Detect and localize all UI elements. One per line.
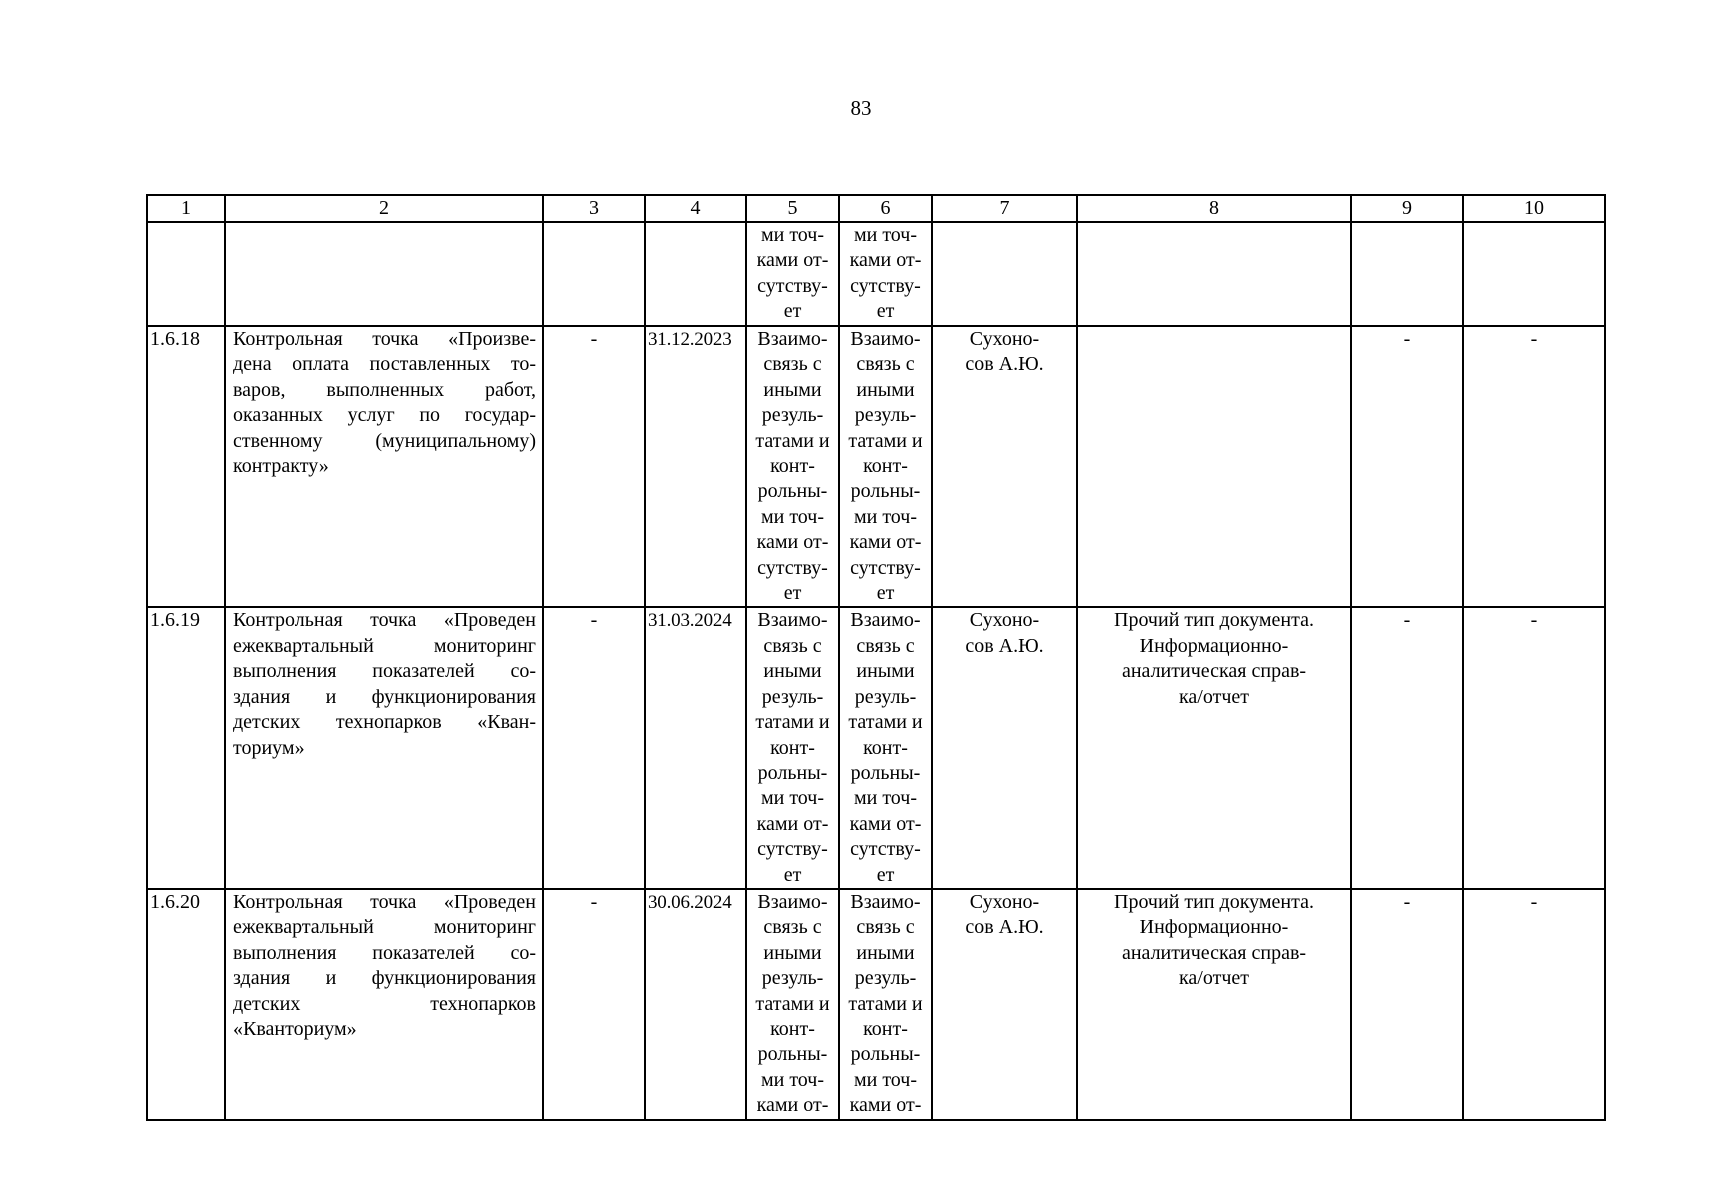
responsible-person-line: сов А.Ю.	[965, 353, 1044, 376]
document-type-line: Прочий тип документа.	[1114, 890, 1314, 913]
relation-prev-line: Взаимо-	[757, 328, 828, 350]
relation-prev-line: резуль-	[761, 685, 824, 708]
relation-next-line: ет	[876, 582, 895, 605]
relation-prev-line: связь с	[763, 916, 822, 939]
relation-next	[839, 326, 932, 607]
table-row	[147, 889, 1605, 1120]
relation-next-line: резуль-	[854, 685, 917, 708]
relation-prev-line: резуль-	[761, 404, 824, 427]
item-name	[225, 222, 543, 326]
relation-prev-line: связь с	[763, 634, 822, 657]
column-header: 8	[1077, 195, 1351, 222]
col9-value: -	[1351, 326, 1463, 607]
column-header: 5	[746, 195, 839, 222]
item-name-line: Контрольная точка «Произве-	[233, 328, 536, 350]
responsible-person	[932, 889, 1077, 1120]
document-type	[1077, 326, 1351, 607]
relation-next-line: ками от-	[849, 1094, 922, 1117]
relation-prev-line: ет	[783, 300, 802, 323]
item-number: 1.6.19	[147, 607, 225, 888]
relation-next-line: ми точ-	[853, 505, 918, 528]
column-header: 10	[1463, 195, 1605, 222]
relation-next-line: рольны-	[850, 1043, 921, 1066]
relation-prev-line: связь с	[763, 353, 822, 376]
relation-next-line: ми точ-	[853, 1068, 918, 1091]
col3-value	[543, 222, 645, 326]
relation-next-line: татами и	[848, 711, 923, 734]
plan-table	[146, 194, 1606, 1121]
relation-prev	[746, 889, 839, 1120]
item-name-line: ежеквартальный мониторинг	[233, 634, 536, 657]
relation-prev-line: ми точ-	[760, 505, 825, 528]
relation-next-line: связь с	[856, 353, 915, 376]
column-header: 3	[543, 195, 645, 222]
relation-next-line: резуль-	[854, 404, 917, 427]
relation-prev-line: ками от-	[756, 531, 829, 554]
col10-value: -	[1463, 889, 1605, 1120]
relation-next-line: татами и	[848, 429, 923, 452]
relation-prev-line: сутству-	[757, 556, 828, 579]
relation-prev-line: ками от-	[756, 1094, 829, 1117]
document-type-line: ка/отчет	[1179, 967, 1249, 990]
relation-next-line: конт-	[863, 1017, 908, 1040]
item-name-line: варов, выполненных работ,	[233, 378, 536, 401]
relation-prev-line: ми точ-	[760, 224, 825, 246]
relation-next-line: рольны-	[850, 480, 921, 503]
item-name-line: выполнения показателей со-	[233, 660, 536, 683]
document-type-line: Прочий тип документа.	[1114, 609, 1314, 632]
relation-prev-line: ет	[783, 863, 802, 886]
col9-value: -	[1351, 607, 1463, 888]
item-name-line: ежеквартальный мониторинг	[233, 916, 536, 939]
relation-next-line: ми точ-	[853, 224, 918, 246]
relation-prev-line: татами и	[755, 711, 830, 734]
column-header: 7	[932, 195, 1077, 222]
relation-prev-line: резуль-	[761, 967, 824, 990]
item-name-line: здания и функционирования	[233, 967, 536, 990]
col10-value: -	[1463, 607, 1605, 888]
relation-prev-line: татами и	[755, 429, 830, 452]
column-header: 4	[645, 195, 746, 222]
col3-value: -	[543, 326, 645, 607]
relation-prev-line: ет	[783, 582, 802, 605]
relation-next	[839, 222, 932, 326]
relation-prev	[746, 607, 839, 888]
relation-next-line: ками от-	[849, 249, 922, 272]
relation-next-line: конт-	[863, 736, 908, 759]
relation-prev-line: ками от-	[756, 812, 829, 835]
column-header: 1	[147, 195, 225, 222]
relation-next-line: резуль-	[854, 967, 917, 990]
relation-prev-line: конт-	[770, 736, 815, 759]
relation-next-line: ет	[876, 300, 895, 323]
relation-next	[839, 889, 932, 1120]
item-name	[225, 889, 543, 1120]
relation-next-line: ками от-	[849, 812, 922, 835]
col9-value	[1351, 222, 1463, 326]
relation-next-line: сутству-	[850, 274, 921, 297]
relation-prev-line: сутству-	[757, 274, 828, 297]
header-row	[147, 195, 1605, 222]
table-row	[147, 326, 1605, 607]
responsible-person-line: сов А.Ю.	[965, 634, 1044, 657]
col3-value: -	[543, 607, 645, 888]
relation-prev-line: Взаимо-	[757, 890, 828, 913]
relation-next-line: связь с	[856, 916, 915, 939]
document-type	[1077, 222, 1351, 326]
relation-prev-line: ками от-	[756, 249, 829, 272]
relation-prev-line: иными	[763, 941, 822, 964]
relation-next-line: Взаимо-	[850, 609, 921, 632]
document-type-line: аналитическая справ-	[1121, 941, 1307, 964]
relation-next-line: конт-	[863, 455, 908, 478]
col10-value: -	[1463, 326, 1605, 607]
relation-prev-line: Взаимо-	[757, 609, 828, 632]
relation-next-line: татами и	[848, 992, 923, 1015]
item-name-line: контракту»	[233, 455, 329, 478]
relation-prev-line: ми точ-	[760, 1068, 825, 1091]
relation-prev	[746, 326, 839, 607]
relation-next-line: сутству-	[850, 556, 921, 579]
item-name-line: «Кванториум»	[233, 1017, 357, 1040]
item-name	[225, 326, 543, 607]
relation-prev-line: конт-	[770, 455, 815, 478]
item-name-line: оказанных услуг по государ-	[233, 404, 536, 427]
deadline-date: 31.03.2024	[645, 607, 746, 888]
relation-prev	[746, 222, 839, 326]
relation-next-line: сутству-	[850, 838, 921, 861]
document-type	[1077, 889, 1351, 1120]
deadline-date: 31.12.2023	[645, 326, 746, 607]
col3-value: -	[543, 889, 645, 1120]
relation-prev-line: рольны-	[757, 1043, 828, 1066]
responsible-person	[932, 222, 1077, 326]
item-name	[225, 607, 543, 888]
document-type-line: ка/отчет	[1179, 685, 1249, 708]
document-type-line: Информационно-	[1139, 634, 1289, 657]
relation-next-line: иными	[856, 660, 915, 683]
column-header: 9	[1351, 195, 1463, 222]
responsible-person-line: Сухоно-	[969, 890, 1040, 913]
relation-prev-line: иными	[763, 378, 822, 401]
col10-value	[1463, 222, 1605, 326]
relation-next-line: Взаимо-	[850, 890, 921, 913]
relation-prev-line: ми точ-	[760, 787, 825, 810]
table-row	[147, 607, 1605, 888]
deadline-date: 30.06.2024	[645, 889, 746, 1120]
relation-next-line: иными	[856, 378, 915, 401]
relation-prev-line: конт-	[770, 1017, 815, 1040]
item-name-line: детских технопарков	[233, 992, 536, 1015]
responsible-person-line: Сухоно-	[969, 328, 1040, 350]
relation-prev-line: рольны-	[757, 761, 828, 784]
relation-next-line: Взаимо-	[850, 328, 921, 350]
item-number: 1.6.20	[147, 889, 225, 1120]
document-type-line: Информационно-	[1139, 916, 1289, 939]
item-name-line: выполнения показателей со-	[233, 941, 536, 964]
item-name-line: здания и функционирования	[233, 685, 536, 708]
relation-next-line: ками от-	[849, 531, 922, 554]
item-name-line: Контрольная точка «Проведен	[233, 609, 536, 632]
item-name-line: Контрольная точка «Проведен	[233, 890, 536, 913]
item-number	[147, 222, 225, 326]
relation-prev-line: татами и	[755, 992, 830, 1015]
item-name-line: детских технопарков «Кван-	[233, 711, 536, 734]
responsible-person-line: сов А.Ю.	[965, 916, 1044, 939]
table-row	[147, 222, 1605, 326]
column-header: 6	[839, 195, 932, 222]
item-number: 1.6.18	[147, 326, 225, 607]
relation-prev-line: иными	[763, 660, 822, 683]
relation-next-line: ми точ-	[853, 787, 918, 810]
item-name-line: ственному (муниципальному)	[233, 429, 536, 452]
relation-next-line: рольны-	[850, 761, 921, 784]
relation-prev-line: рольны-	[757, 480, 828, 503]
responsible-person	[932, 326, 1077, 607]
column-header: 2	[225, 195, 543, 222]
page-number: 83	[850, 96, 872, 120]
responsible-person	[932, 607, 1077, 888]
relation-prev-line: сутству-	[757, 838, 828, 861]
relation-next-line: связь с	[856, 634, 915, 657]
relation-next-line: иными	[856, 941, 915, 964]
responsible-person-line: Сухоно-	[969, 609, 1040, 632]
relation-next-line: ет	[876, 863, 895, 886]
document-type	[1077, 607, 1351, 888]
deadline-date	[645, 222, 746, 326]
document-type-line: аналитическая справ-	[1121, 660, 1307, 683]
item-name-line: дена оплата поставленных то-	[233, 353, 536, 376]
col9-value: -	[1351, 889, 1463, 1120]
relation-next	[839, 607, 932, 888]
item-name-line: ториум»	[233, 736, 305, 759]
